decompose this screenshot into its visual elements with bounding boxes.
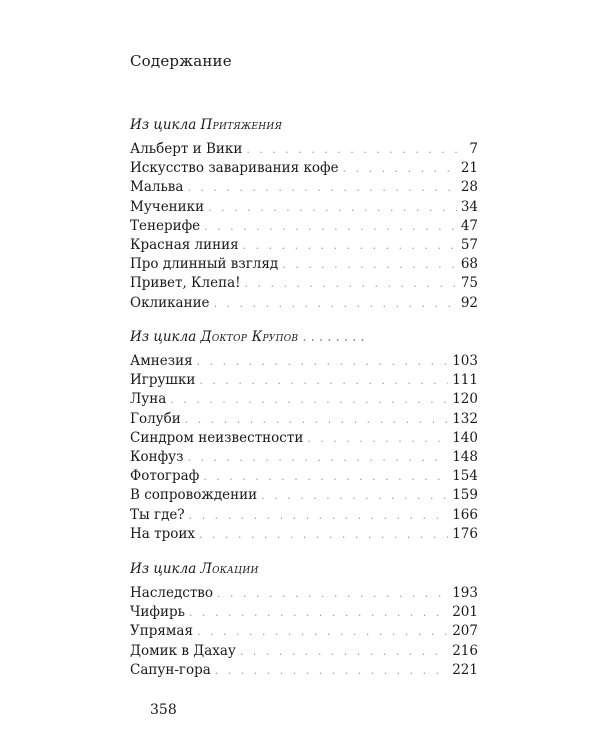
toc-entry-page: 159	[452, 487, 478, 504]
toc-entry[interactable]	[130, 525, 478, 544]
toc-entry[interactable]	[130, 255, 478, 274]
toc-entry-title: Домик в Дахау	[130, 642, 240, 661]
toc-entry[interactable]	[130, 274, 478, 293]
toc-entry-page: 207	[452, 623, 478, 640]
toc-entry[interactable]	[130, 603, 478, 622]
toc-entry-title: Чифирь	[130, 603, 189, 622]
toc-entry-title: Упрямая	[130, 622, 197, 641]
section-heading	[130, 560, 478, 578]
toc-entry[interactable]	[130, 236, 478, 255]
dot-leader	[208, 198, 457, 217]
toc-entry-page: 148	[452, 448, 478, 465]
toc-entry-page: 193	[452, 585, 478, 601]
toc-entry-page: 57	[460, 236, 478, 253]
toc-entry[interactable]	[130, 294, 478, 313]
toc-entry-page: 75	[460, 275, 478, 292]
toc-entry-title: Луна	[130, 390, 170, 409]
toc-entry-title: Синдром неизвестности	[130, 429, 307, 448]
toc-entry-page: 34	[460, 198, 478, 215]
toc-entry-title: Сапун-гора	[130, 661, 215, 680]
section-prefix: Из цикла	[130, 329, 197, 345]
toc-entry-page: 21	[460, 160, 478, 177]
dot-leader	[187, 178, 456, 197]
toc-entry-title: Голуби	[130, 410, 185, 429]
toc-entry-page: 47	[460, 217, 478, 234]
toc-entry-page: 68	[460, 256, 478, 273]
toc-entry-title: Амнезия	[130, 352, 197, 371]
dot-leader	[189, 603, 448, 622]
toc-entry[interactable]	[130, 448, 478, 467]
section-cycle-name: Доктор Крупов	[200, 329, 299, 345]
toc-entry[interactable]	[130, 159, 478, 178]
toc-entry-title: Игрушки	[130, 371, 199, 390]
toc-entry-title: Наследство	[130, 584, 217, 603]
toc-entry-title: Альберт и Вики	[130, 140, 246, 159]
toc-entry-page: 221	[452, 661, 478, 678]
dot-leader	[282, 255, 457, 274]
toc-entry-title: Мученики	[130, 198, 208, 217]
toc-entry[interactable]	[130, 467, 478, 486]
section-cycle-name: Притяжения	[200, 117, 283, 133]
section-doktor-krupov	[130, 328, 478, 544]
dot-leader	[246, 140, 460, 159]
section-prefix: Из цикла	[130, 561, 197, 577]
toc-list	[130, 140, 478, 313]
dot-leader	[204, 217, 457, 236]
toc-entry[interactable]	[130, 390, 478, 409]
toc-entry-title: Окликание	[130, 294, 214, 313]
section-prityazheniya	[130, 116, 478, 313]
dot-leader	[243, 236, 457, 255]
heading-trailing-dots: ........	[302, 329, 369, 345]
toc-entry-title: Конфуз	[130, 448, 187, 467]
toc-entry-page: 120	[452, 391, 478, 408]
toc-entry[interactable]	[130, 584, 478, 603]
toc-entry-page: 154	[452, 468, 478, 485]
toc-entry[interactable]	[130, 429, 478, 448]
dot-leader	[307, 429, 448, 448]
section-lokatsii	[130, 560, 478, 680]
toc-entry-page: 132	[452, 410, 478, 427]
toc-entry-page: 92	[460, 294, 478, 311]
toc-entry[interactable]	[130, 198, 478, 217]
section-cycle-name: Локации	[200, 561, 259, 577]
toc-entry-title: Фотограф	[130, 467, 203, 486]
page-title: Содержание	[130, 52, 232, 70]
toc-entry[interactable]	[130, 642, 478, 661]
toc-entry-title: Красная линия	[130, 236, 243, 255]
dot-leader	[185, 410, 449, 429]
toc-entry[interactable]	[130, 661, 478, 680]
dot-leader	[245, 274, 457, 293]
toc-list	[130, 352, 478, 544]
toc-entry-title: На троих	[130, 525, 199, 544]
toc-entry-page: 111	[452, 372, 478, 389]
toc-entry[interactable]	[130, 371, 478, 390]
dot-leader	[199, 371, 448, 390]
dot-leader	[197, 622, 448, 641]
toc-entry-page: 103	[452, 353, 478, 369]
dot-leader	[214, 294, 457, 313]
toc-entry-title: Мальва	[130, 178, 187, 197]
dot-leader	[261, 486, 448, 505]
toc-entry-title: Ты где?	[130, 506, 189, 525]
toc-entry-title: В сопровождении	[130, 486, 261, 505]
toc-entry[interactable]	[130, 506, 478, 525]
dot-leader	[170, 390, 448, 409]
toc-entry[interactable]	[130, 140, 478, 159]
dot-leader	[215, 661, 448, 680]
dot-leader	[197, 352, 449, 371]
section-heading	[130, 116, 478, 134]
toc-entry-page: 166	[452, 506, 478, 523]
toc-entry-title: Привет, Клепа!	[130, 274, 245, 293]
toc-entry[interactable]	[130, 178, 478, 197]
dot-leader	[199, 525, 448, 544]
dot-leader	[343, 159, 457, 178]
toc-entry-page: 140	[452, 429, 478, 446]
toc-entry-page: 28	[460, 179, 478, 196]
toc-entry[interactable]	[130, 486, 478, 505]
toc-entry-page: 201	[452, 604, 478, 621]
toc-entry[interactable]	[130, 410, 478, 429]
toc-entry-page: 176	[452, 525, 478, 542]
toc-entry[interactable]	[130, 217, 478, 236]
toc-entry-title: Искусство заваривания кофе	[130, 159, 343, 178]
dot-leader	[217, 584, 448, 603]
dot-leader	[240, 642, 448, 661]
dot-leader	[189, 506, 449, 525]
dot-leader	[187, 448, 448, 467]
toc-entry-title: Про длинный взгляд	[130, 255, 282, 274]
toc-list	[130, 584, 478, 680]
toc-entry-page: 216	[452, 642, 478, 659]
section-prefix: Из цикла	[130, 117, 197, 133]
page-number: 358	[150, 702, 177, 718]
toc-entry[interactable]	[130, 622, 478, 641]
toc-entry-page: 7	[469, 141, 478, 157]
dot-leader	[203, 467, 448, 486]
section-heading	[130, 328, 478, 346]
toc-entry[interactable]	[130, 352, 478, 371]
toc-entry-title: Тенерифе	[130, 217, 204, 236]
